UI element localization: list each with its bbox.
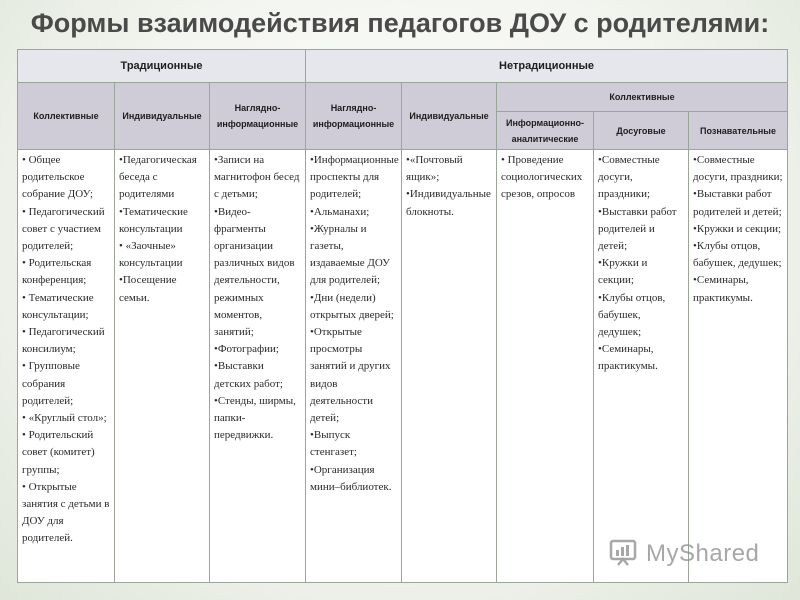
- list-item: •Журналы и газеты, издаваемые ДОУ для родителей;: [310, 222, 390, 287]
- list-item: •Записи на магнитофон бесед с детьми;: [214, 154, 300, 201]
- watermark: [608, 536, 778, 572]
- cell-info-analytic: [497, 150, 594, 583]
- list-item: • «Заочные» консультации: [119, 240, 183, 270]
- list-item: •Клубы отцов, бабушек, дедушек;: [693, 240, 782, 270]
- list-item: •Семинары, практикумы.: [693, 274, 753, 304]
- list-item: •Семинары, практикумы.: [598, 343, 658, 373]
- header-individual-nontraditional: Индивидуальные: [402, 83, 497, 150]
- list-item: •«Почтовый ящик»;: [406, 154, 463, 184]
- header-visual-info-nontraditional: Наглядно-информационные: [306, 83, 402, 150]
- forms-table: [17, 49, 788, 583]
- list-item: •Выставки детских работ;: [214, 360, 283, 390]
- header-cognitive: Познавательные: [689, 112, 788, 150]
- list-item: • Родительский совет (комитет) группы;: [22, 429, 95, 476]
- list-item: •Кружки и секции;: [693, 222, 782, 235]
- cell-nontraditional-visual: [306, 150, 402, 583]
- presentation-icon: [608, 538, 640, 570]
- cell-traditional-collective: [18, 150, 115, 583]
- cell-leisure: [594, 150, 689, 583]
- header-visual-info: Наглядно-информационные: [210, 83, 306, 150]
- list-item: • Педагогический консилиум;: [22, 326, 105, 356]
- list-item: •Открытые просмотры занятий и других видов деятельности детей;: [310, 326, 391, 425]
- list-item: •Выпуск стенгазет;: [310, 429, 357, 459]
- list-item: •Организация мини–библиотек.: [310, 463, 392, 493]
- list-item: • Общее родительское собрание ДОУ;: [22, 154, 94, 201]
- list-item: •Кружки и секции;: [598, 257, 648, 287]
- list-item: •Посещение семьи.: [119, 274, 177, 304]
- list-item: •Педагогическая беседа с родителями: [119, 154, 197, 201]
- list-item: •Дни (недели) открытых дверей;: [310, 291, 394, 321]
- header-individual: Индивидуальные: [115, 83, 210, 150]
- header-info-analytic: Информационно-аналитические: [497, 112, 594, 150]
- list-item: •Видео-фрагменты организации различных видов деятельности, режимных моментов, занятий;: [214, 205, 295, 339]
- list-item: •Стенды, ширмы, папки-передвижки.: [214, 394, 296, 442]
- cell-nontraditional-individual: [402, 150, 497, 583]
- header-collective-nontraditional: Коллективные: [497, 83, 788, 112]
- list-item: •Альманахи;: [310, 205, 370, 218]
- list-item: • Тематические консультации;: [22, 291, 94, 321]
- list-item: •Фотографии;: [214, 343, 279, 356]
- header-leisure: Досуговые: [594, 112, 689, 150]
- list-item: •Выставки работ родителей и детей;: [693, 188, 782, 218]
- cell-traditional-visual: [210, 150, 306, 583]
- header-nontraditional: Нетрадиционные: [306, 50, 788, 83]
- list-item: • Родительская конференция;: [22, 257, 92, 287]
- header-collective: Коллективные: [18, 83, 115, 150]
- list-item: • «Круглый стол»;: [22, 412, 107, 425]
- header-traditional: Традиционные: [18, 50, 306, 83]
- list-item: • Педагогический совет с участием родителей;: [22, 205, 105, 253]
- cell-cognitive: [689, 150, 788, 583]
- list-item: •Информационные проспекты для родителей;: [310, 154, 399, 201]
- list-item: •Индивидуальные блокноты.: [406, 188, 491, 218]
- list-item: • Открытые занятия с детьми в ДОУ для родителей.: [22, 480, 110, 545]
- list-item: •Выставки работ родителей и детей;: [598, 205, 677, 253]
- watermark-text: MyShared: [646, 540, 760, 567]
- list-item: • Групповые собрания родителей;: [22, 360, 80, 407]
- list-item: •Тематические консультации: [119, 205, 188, 235]
- page-title: Формы взаимодействия педагогов ДОУ с родителями:: [30, 8, 770, 38]
- list-item: • Проведение социологических срезов, опросов: [501, 154, 583, 201]
- list-item: •Совместные досуги, праздники;: [693, 154, 783, 184]
- list-item: •Совместные досуги, праздники;: [598, 154, 660, 201]
- cell-traditional-individual: [115, 150, 210, 583]
- list-item: •Клубы отцов, бабушек, дедушек;: [598, 291, 666, 339]
